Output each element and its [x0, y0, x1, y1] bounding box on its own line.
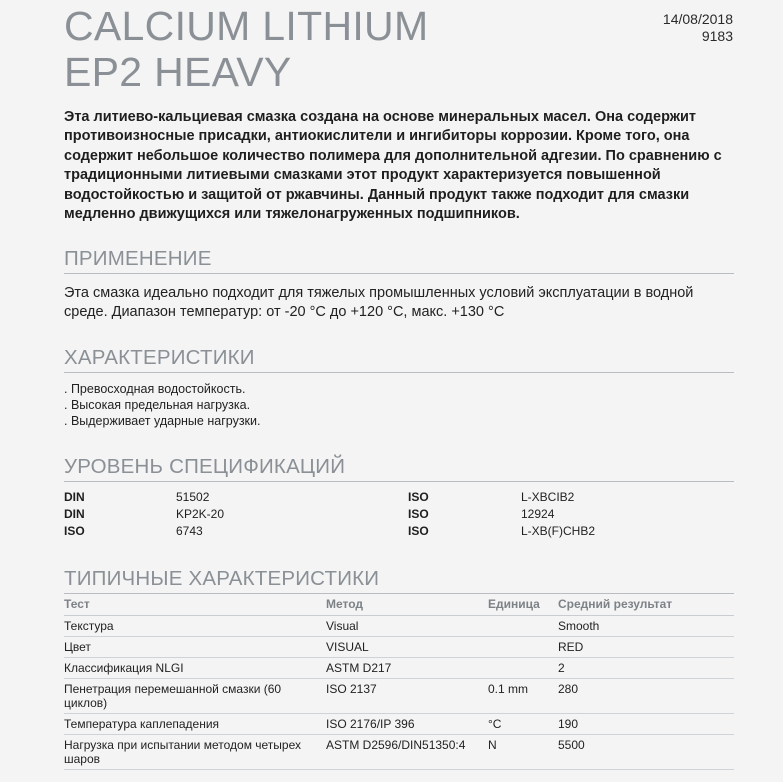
spec-value: 6743	[176, 524, 203, 538]
cell-test: Цвет	[64, 637, 326, 658]
cell-unit	[488, 658, 558, 679]
column-header-test: Тест	[64, 594, 326, 616]
section-heading-features: ХАРАКТЕРИСТИКИ	[64, 346, 734, 373]
spec-key: DIN	[64, 507, 85, 521]
spec-row	[64, 523, 734, 540]
cell-method: ASTM D2596/DIN51350:4	[326, 735, 488, 770]
cell-unit	[488, 637, 558, 658]
spec-row	[64, 489, 734, 506]
document-date: 14/08/2018	[662, 11, 733, 27]
features-list	[64, 381, 734, 429]
feature-item: . Выдерживает ударные нагрузки.	[64, 414, 261, 428]
section-heading-typical: ТИПИЧНЫЕ ХАРАКТЕРИСТИКИ	[64, 567, 734, 594]
spec-key: ISO	[64, 524, 85, 538]
document-meta	[663, 11, 733, 45]
spec-value: L-XB(F)CHB2	[521, 524, 596, 538]
spec-table	[64, 489, 734, 540]
section-heading-specs: УРОВЕНЬ СПЕЦИФИКАЦИЙ	[64, 455, 734, 482]
cell-result: RED	[558, 637, 734, 658]
typical-properties-table	[64, 594, 734, 770]
spec-value: 12924	[521, 507, 555, 521]
product-title	[64, 4, 428, 96]
cell-unit: 0.1 mm	[488, 679, 558, 714]
document-code: 9183	[701, 28, 733, 44]
title-line-2: EP2 HEAVY	[64, 49, 292, 95]
spec-key: DIN	[64, 490, 85, 504]
feature-item: . Превосходная водостойкость.	[64, 382, 246, 396]
cell-test: Температура каплепадения	[64, 714, 326, 735]
feature-item: . Высокая предельная нагрузка.	[64, 398, 251, 412]
table-row	[64, 679, 734, 714]
cell-result: 280	[558, 679, 734, 714]
column-header-unit: Единица	[488, 594, 558, 616]
cell-unit: °C	[488, 714, 558, 735]
table-header-row	[64, 594, 734, 616]
application-text: Эта смазка идеально подходит для тяжелых промышленных условий эксплуатации в водной среде. Диапазон температур: от -20 °C до +120 °C, макс. +130 °C	[64, 285, 694, 321]
table-row	[64, 637, 734, 658]
column-header-method: Метод	[326, 594, 488, 616]
table-row	[64, 735, 734, 770]
cell-test: Пенетрация перемешанной смазки (60 циклов)	[64, 679, 326, 714]
cell-test: Нагрузка при испытании методом четырех шаров	[64, 735, 326, 770]
cell-method: Visual	[326, 616, 488, 637]
spec-value: L-XBCIB2	[521, 490, 575, 504]
spec-value: KP2K-20	[176, 507, 225, 521]
cell-result: Smooth	[558, 616, 734, 637]
cell-method: ISO 2176/IP 396	[326, 714, 488, 735]
cell-test: Классификация NLGI	[64, 658, 326, 679]
table-row	[64, 714, 734, 735]
cell-result: 5500	[558, 735, 734, 770]
cell-test: Текстура	[64, 616, 326, 637]
section-heading-application: ПРИМЕНЕНИЕ	[64, 247, 734, 274]
cell-unit: N	[488, 735, 558, 770]
table-row	[64, 616, 734, 637]
column-header-result: Средний результат	[558, 594, 734, 616]
spec-key: ISO	[408, 490, 429, 504]
cell-method: ISO 2137	[326, 679, 488, 714]
cell-unit	[488, 616, 558, 637]
cell-result: 190	[558, 714, 734, 735]
spec-key: ISO	[408, 524, 429, 538]
cell-result: 2	[558, 658, 734, 679]
cell-method: VISUAL	[326, 637, 488, 658]
title-line-1: CALCIUM LITHIUM	[64, 3, 429, 49]
spec-row	[64, 506, 734, 523]
spec-key: ISO	[408, 507, 429, 521]
spec-value: 51502	[176, 490, 210, 504]
cell-method: ASTM D217	[326, 658, 488, 679]
intro-paragraph: Эта литиево-кальциевая смазка создана на основе минеральных масел. Она содержит противоизносные присадки, антиокислители и ингибиторы коррозии. Кроме того, она содержит небольшое количество полимера для дополнительной адгезии. По сравнению с традиционными литиевыми смазками этот продукт характеризуется повышенной водостойкостью и защитой от ржавчины. Данный продукт также подходит для смазки медленно движущихся или тяжелонагруженных подшипников.	[64, 109, 722, 223]
table-row	[64, 658, 734, 679]
